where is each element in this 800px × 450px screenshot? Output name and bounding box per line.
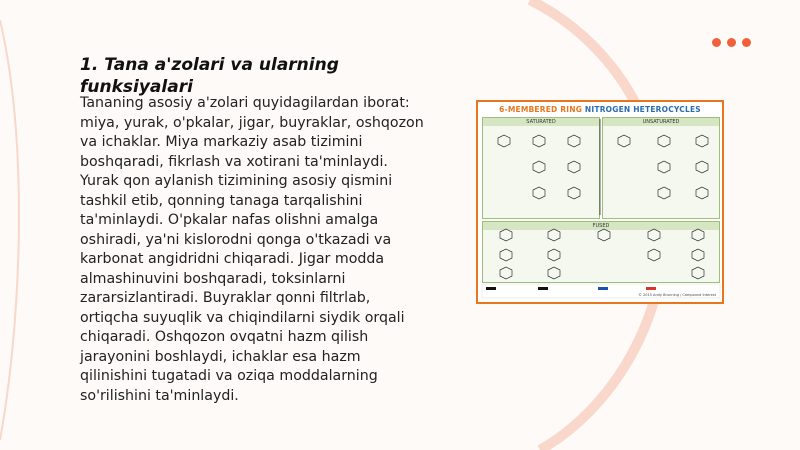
- molecule-structures-icon: [478, 102, 722, 302]
- poster-title-part2: NITROGEN HETEROCYCLES: [584, 105, 701, 114]
- poster-title-part1: 6-MEMBERED RING: [499, 105, 583, 114]
- dot: [742, 38, 751, 47]
- poster-copyright: © 2015 Andy Brunning / Compound Interest: [638, 293, 716, 297]
- heterocycles-poster-image: [476, 100, 724, 304]
- menu-dots-icon[interactable]: [712, 38, 751, 47]
- saturated-panel-header: SATURATED: [483, 118, 599, 126]
- dot: [727, 38, 736, 47]
- slide-title: 1. Tana a'zolari va ularning funksiyalari: [80, 55, 339, 97]
- dot: [712, 38, 721, 47]
- poster-footer: [482, 279, 720, 299]
- fused-panel-header: FUSED: [483, 222, 719, 230]
- unsaturated-panel-header: UNSATURATED: [603, 118, 719, 126]
- slide-body-text: Tananing asosiy a'zolari quyidagilardan iborat: miya, yurak, o'pkalar, jigar, buyraklar, oshqozon va ichaklar. Miya markaziy asab tizimini boshqaradi, fikrlash va xotirani ta'minlaydi. Yurak qon aylanish tizimining asosiy qismini tashkil etib, qonning tanaga tarqalishini ta'minlaydi. O'pkalar nafas olishni amalga oshiradi, ya'ni kislorodni qonga o'tkazadi va karbonat angidridni chiqaradi. Jigar modda almashinuvini boshqaradi, toksinlarni zararsizlantiradi. Buyraklar qonni filtrlab, ortiqcha suyuqlik va chiqindilarni siydik orqali chiqaradi. Oshqozon ovqatni hazm qilish jarayonini boshlaydi, ichaklar esa hazm qilinishini tugatadi va oziqa moddalarning so'rilishini ta'minlaydi.: [80, 95, 424, 404]
